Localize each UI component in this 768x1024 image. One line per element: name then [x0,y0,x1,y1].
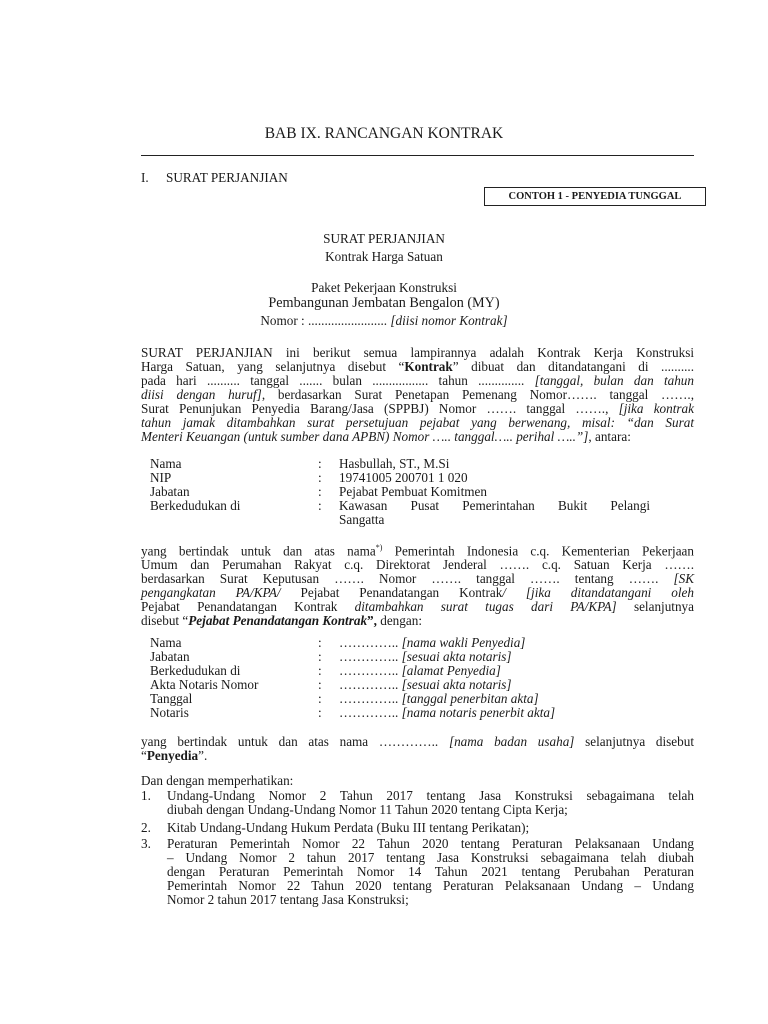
field-label: Jabatan [150,484,190,499]
para1-line [141,374,694,388]
project-name-text: Pembangunan Jembatan Bengalon (MY) [268,295,500,311]
field-value [339,650,512,664]
para2-text: Pejabat Penandatangan Kontrak [141,599,355,615]
para1-line [141,388,694,402]
provider-paragraph [141,735,694,763]
field-colon: : [318,635,322,650]
footnote-mark: *) [375,543,383,552]
para1-text: pada hari .......... tanggal ....... bulan ................. tahun .............. [141,373,535,388]
para1-text: SURAT PERJANJIAN ini berikut semua lampirannya adalah Kontrak Kerja Konstruksi [141,345,694,360]
field-label: Nama [150,456,182,471]
field-colon: : [318,677,322,692]
para1-hint: tahun jamak ditambahkan surat persetujuan pejabat yang berwenang, misal: “dan Surat [141,415,694,430]
field-hint: [tanggal penerbitan akta] [401,691,539,706]
para2-text: dengan: [376,613,422,629]
provider-row [0,636,768,650]
penyedia-term: Penyedia [146,748,199,763]
item-number: 2. [141,820,151,835]
para1-text: Surat Penunjukan Penyedia Barang/Jasa (SPPBJ) Nomor ……. tanggal ……., [141,401,619,416]
field-colon: : [318,649,322,664]
field-value [339,664,501,678]
field-colon: : [318,484,322,499]
field-label: Tanggal [150,691,193,706]
field-hint: [sesuai akta notaris] [401,649,512,664]
para1-text: Harga Satuan, yang selanjutnya disebut “ [141,359,405,374]
para2-line [141,614,694,628]
field-hint: [nama notaris penerbit akta] [401,705,556,720]
header-line1-text: SURAT PERJANJIAN [323,231,445,246]
para1-text: , antara: [588,429,631,444]
field-value: Kawasan Pusat Pemerintahan Bukit Pelangi [339,498,650,513]
provider-row [0,692,768,706]
field-dots: ………….. [339,635,399,650]
para2-hint: [SK [673,571,694,587]
considering-intro [141,774,293,788]
para2-line [141,600,694,614]
field-colon: : [318,498,322,513]
contract-number [0,314,768,328]
official-row-nama [0,457,768,471]
para2-text: Umum dan Perumahan Rakyat c.q. Direktorat Jenderal ……. c.q. Satuan Kerja ……. [141,557,694,573]
example-badge-text: CONTOH 1 - PENYEDIA TUNGGAL [508,191,682,202]
field-label: NIP [150,470,172,485]
para3-line [141,749,694,763]
para2-line [141,586,694,600]
field-value [339,692,539,706]
para3-text: yang bertindak untuk dan atas nama ………….. [141,734,449,749]
para2-text: disebut “ [141,613,189,629]
provider-row [0,706,768,720]
para1-hint: [jika kontrak [618,401,694,416]
field-dots: ………….. [339,663,399,678]
para2-text: selanjutnya [616,599,694,615]
para2-text: yang bertindak untuk dan atas nama [141,543,376,559]
para1-text: ” dibuat dan ditandatangani di .......... [452,359,695,374]
para2-line [141,558,694,572]
item-line: diubah dengan Undang-Undang Nomor 11 Tahun 2020 tentang Cipta Kerja; [167,802,568,817]
field-label: Notaris [150,705,189,720]
item-line: Peraturan Pemerintah Nomor 22 Tahun 2020 tentang Peraturan Pelaksanaan Undang [167,836,694,851]
field-colon: : [318,663,322,678]
field-label: Jabatan [150,649,190,664]
section-heading [141,171,149,185]
para2-text: Pejabat Penandatangan Kontrak [280,585,503,601]
header-line2 [0,250,768,264]
item-line: Pemerintah Nomor 22 Tahun 2020 tentang Peraturan Pelaksanaan Undang – Undang [167,878,694,893]
header-line3-text: Paket Pekerjaan Konstruksi [311,280,457,295]
field-value: Sangatta [339,512,385,527]
field-colon: : [318,470,322,485]
header-line1 [0,232,768,246]
field-label: Nama [150,635,182,650]
representation-paragraph [141,541,694,628]
para3-text: selanjutnya disebut [574,734,695,749]
para2-line [141,541,694,558]
pejabat-term: Pejabat Penandatangan Kontrak [188,613,368,629]
example-badge [484,187,706,206]
official-row-jabatan [0,485,768,499]
para2-text: Pemerintah Indonesia c.q. Kementerian Pekerjaan [382,543,694,559]
field-dots: ………….. [339,649,399,664]
field-dots: ………….. [339,691,399,706]
section-number: I. [141,170,149,185]
field-hint: [alamat Penyedia] [401,663,501,678]
field-value [339,636,525,650]
para2-hint: ditambahkan surat tugas dari PA/KPA] [354,599,617,615]
para2-hint: / [jika ditandatangani oleh [502,585,694,601]
field-label: Berkedudukan di [150,498,241,513]
header-line3 [0,281,768,295]
item-line: – Undang Nomor 2 tahun 2017 tentang Jasa Konstruksi sebagaimana telah diubah [167,850,694,865]
field-colon: : [318,691,322,706]
field-value: Hasbullah, ST., M.Si [339,456,450,471]
para1-text: , berdasarkan Surat Penetapan Pemenang Nomor……. tanggal ……., [261,387,695,402]
para3-text: ”. [198,748,208,763]
page-title-text: BAB IX. RANCANGAN KONTRAK [264,125,504,142]
field-value [339,678,512,692]
para1-line [141,360,694,374]
contract-number-label: Nomor : ........................ [260,313,388,328]
item-line: Kitab Undang-Undang Hukum Perdata (Buku III tentang Perikatan); [167,820,530,835]
page-title [0,125,768,143]
item-number: 1. [141,788,151,803]
title-divider [141,155,694,156]
section-title-text: SURAT PERJANJIAN [166,170,288,185]
field-value: Pejabat Pembuat Komitmen [339,484,487,499]
para1-hint: [tanggal, bulan dan tahun [534,373,694,388]
item-line: Undang-Undang Nomor 2 Tahun 2017 tentang Jasa Konstruksi sebagaimana telah [167,788,694,803]
field-value [339,706,555,720]
field-dots: ………….. [339,677,399,692]
official-row-nip [0,471,768,485]
section-title [166,171,288,185]
project-name [0,296,768,311]
para1-line [141,430,694,444]
field-colon: : [318,456,322,471]
para2-text: ”, [367,613,377,629]
para3-hint: [nama badan usaha] [448,734,575,749]
item-number: 3. [141,836,151,851]
provider-row [0,678,768,692]
para2-hint: pengangkatan PA/KPA/ [141,585,281,601]
para1-hint: Menteri Keuangan (untuk sumber dana APBN) Nomor ….. tanggal….. perihal …..”] [141,429,589,444]
para1-line [141,416,694,430]
kontrak-term: Kontrak [404,359,453,374]
field-hint: [sesuai akta notaris] [401,677,512,692]
para2-line [141,572,694,586]
para1-line [141,402,694,416]
item-line: dengan Peraturan Pemerintah Nomor 14 Tahun 2021 tentang Perubahan Peraturan [167,864,694,879]
field-label: Akta Notaris Nomor [150,677,259,692]
header-line2-text: Kontrak Harga Satuan [325,249,443,264]
official-row-berkedudukan [0,499,768,527]
para1-line [141,346,694,360]
opening-paragraph [141,346,694,444]
provider-row [0,650,768,664]
field-dots: ………….. [339,705,399,720]
considering-intro-text: Dan dengan memperhatikan: [141,773,294,788]
para2-text: berdasarkan Surat Keputusan ……. Nomor ……. tanggal ……. tentang ……. [141,571,674,587]
para3-line [141,735,694,749]
item-line: Nomor 2 tahun 2017 tentang Jasa Konstruksi; [167,892,409,907]
field-colon: : [318,705,322,720]
field-value: 19741005 200701 1 020 [339,470,468,485]
para3-text: “ [141,748,147,763]
field-hint: [nama wakli Penyedia] [401,635,526,650]
field-label: Berkedudukan di [150,663,241,678]
provider-row [0,664,768,678]
contract-number-hint: [diisi nomor Kontrak] [390,313,508,328]
para1-hint: diisi dengan huruf] [141,387,262,402]
